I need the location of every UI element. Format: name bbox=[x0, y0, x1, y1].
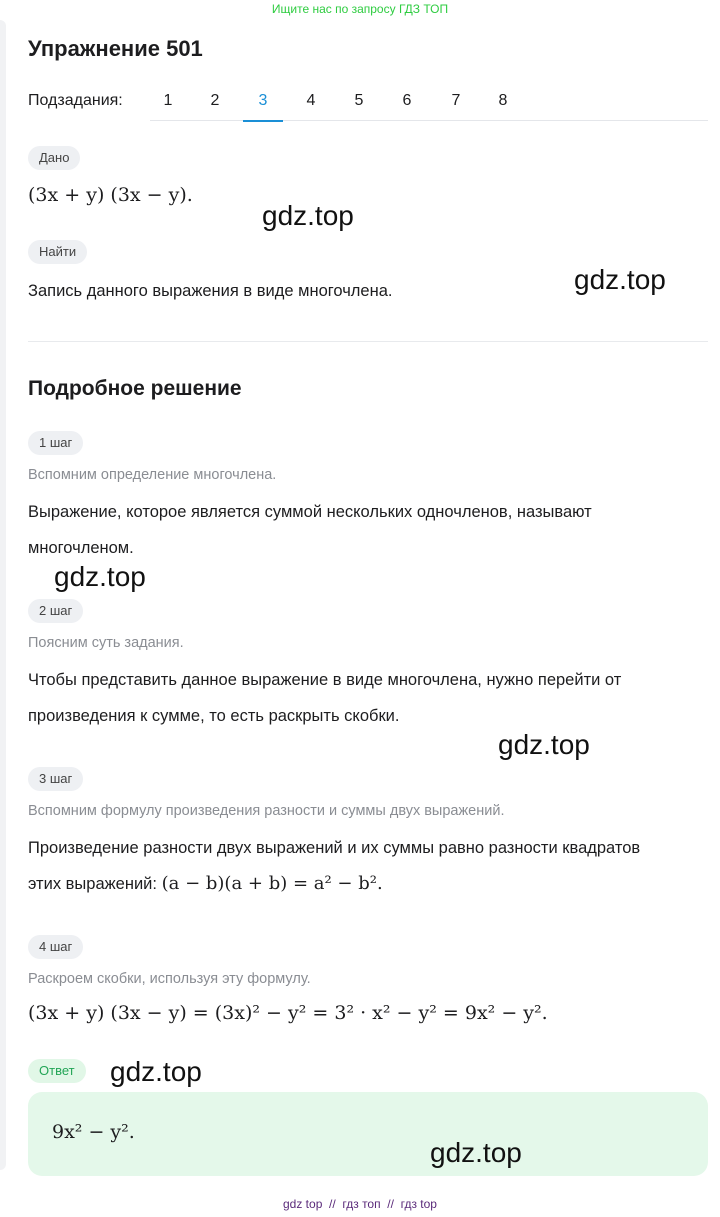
step-3-badge: 3 шаг bbox=[28, 767, 83, 791]
step-4-hint: Раскроем скобки, используя эту формулу. bbox=[28, 971, 311, 987]
top-banner[interactable]: Ищите нас по запросу ГДЗ ТОП bbox=[271, 2, 449, 16]
step-1-text: Выражение, которое является суммой нескольких одночленов, называют многочленом. bbox=[28, 503, 592, 557]
footer-link-gdz-top-ru[interactable]: гдз топ bbox=[342, 1197, 381, 1211]
given-expression: (3x + y) (3x − y). bbox=[28, 184, 193, 206]
step-3-text-body: Произведение разности двух выражений и их суммы равно разности квадратов этих выражений: bbox=[28, 839, 641, 893]
watermark: gdz.top bbox=[262, 200, 354, 231]
footer-separator: // bbox=[329, 1197, 336, 1211]
answer-value: 9x² − y². bbox=[52, 1121, 135, 1143]
subtask-tab-6[interactable]: 6 bbox=[402, 92, 412, 109]
subtask-tab-5[interactable]: 5 bbox=[354, 92, 364, 109]
answer-box bbox=[28, 1092, 708, 1176]
step-3-formula: (a − b)(a + b) = a² − b². bbox=[161, 873, 383, 894]
find-badge: Найти bbox=[28, 240, 87, 264]
subtask-tab-7[interactable]: 7 bbox=[451, 92, 461, 109]
given-badge: Дано bbox=[28, 146, 80, 170]
footer-link-gdz-top-mixed[interactable]: гдз top bbox=[400, 1197, 437, 1211]
step-4-badge: 4 шаг bbox=[28, 935, 83, 959]
watermark: gdz.top bbox=[574, 264, 666, 295]
footer-separator: // bbox=[387, 1197, 394, 1211]
footer-links bbox=[0, 1197, 720, 1211]
subtask-tab-3[interactable]: 3 bbox=[243, 90, 283, 122]
step-4-formula: (3x + y) (3x − y) = (3x)² − y² = 3² · x² − y² = 9x² − y². bbox=[28, 1002, 548, 1024]
step-1-badge: 1 шаг bbox=[28, 431, 83, 455]
step-3-text bbox=[28, 830, 658, 902]
subtasks-underline bbox=[150, 120, 708, 121]
answer-badge: Ответ bbox=[28, 1059, 86, 1083]
left-rail bbox=[0, 20, 6, 1170]
footer-link-gdz-top[interactable]: gdz top bbox=[283, 1197, 323, 1211]
subtasks-label: Подзадания: bbox=[28, 92, 123, 109]
watermark: gdz.top bbox=[430, 1137, 522, 1168]
subtask-tab-1[interactable]: 1 bbox=[163, 92, 173, 109]
step-2-badge: 2 шаг bbox=[28, 599, 83, 623]
step-2-text: Чтобы представить данное выражение в виде многочлена, нужно перейти от произведения к сумме, то есть раскрыть скобки. bbox=[28, 671, 622, 725]
watermark: gdz.top bbox=[54, 561, 146, 592]
subtask-tab-4[interactable]: 4 bbox=[306, 92, 316, 109]
watermark: gdz.top bbox=[498, 729, 590, 760]
step-3-hint: Вспомним формулу произведения разности и суммы двух выражений. bbox=[28, 803, 505, 819]
section-divider bbox=[28, 341, 708, 342]
solution-title: Подробное решение bbox=[28, 377, 242, 400]
subtasks-nav bbox=[28, 82, 708, 122]
subtask-tab-2[interactable]: 2 bbox=[210, 92, 220, 109]
step-1-hint: Вспомним определение многочлена. bbox=[28, 467, 277, 483]
find-text: Запись данного выражения в виде многочлена. bbox=[28, 282, 393, 300]
watermark: gdz.top bbox=[110, 1056, 202, 1087]
subtask-tab-8[interactable]: 8 bbox=[498, 92, 508, 109]
page-title: Упражнение 501 bbox=[28, 36, 203, 61]
step-2-hint: Поясним суть задания. bbox=[28, 635, 184, 651]
